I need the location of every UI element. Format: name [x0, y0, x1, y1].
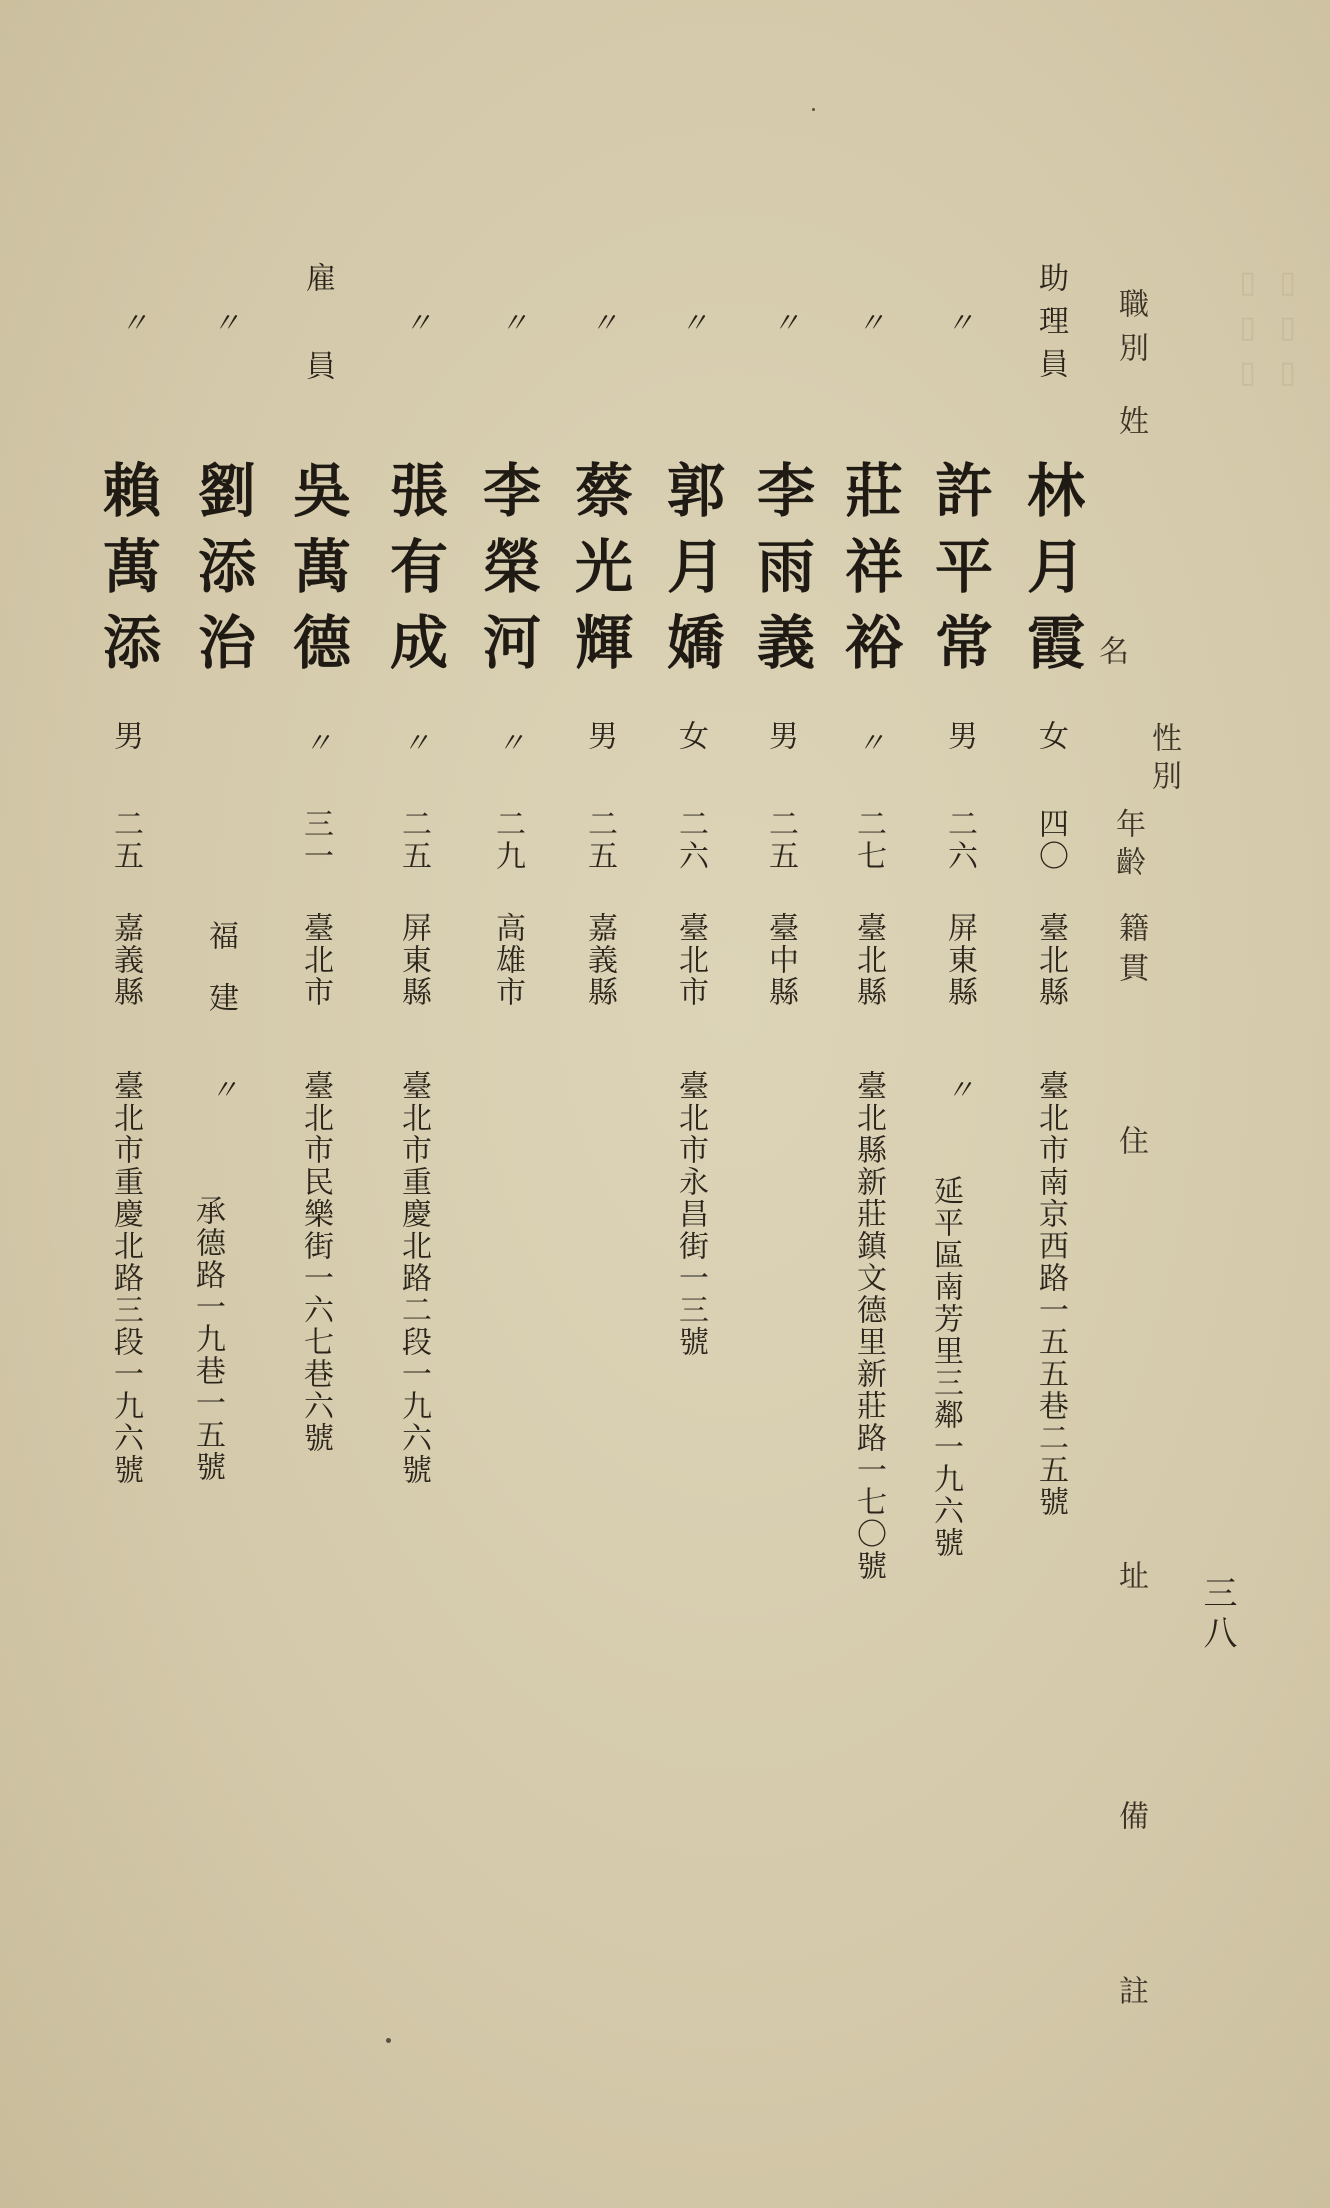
header-name-2: 名 [1093, 635, 1128, 665]
header-name-1: 姓 [1113, 405, 1148, 435]
header-remarks-1: 備 [1113, 1800, 1148, 1830]
row-origin: 臺北縣 [851, 912, 886, 1008]
row-name: 劉添治 [188, 460, 256, 688]
row-origin: 臺北市 [673, 912, 708, 1008]
row-title-ditto: 〃 [768, 308, 801, 336]
ink-spot [386, 2038, 391, 2043]
row-address: 延平區南芳里三鄰一九六號 [928, 1175, 963, 1559]
row-sex-ditto: 〃 [493, 728, 526, 756]
header-address-2: 址 [1113, 1560, 1148, 1590]
row-title-ditto: 〃 [116, 308, 149, 336]
row-sex: 男 [582, 720, 617, 756]
row-origin: 嘉義縣 [108, 912, 143, 1008]
row-title-ditto: 〃 [208, 308, 241, 336]
row-title-ditto: 〃 [853, 308, 886, 336]
row-title-ditto: 〃 [586, 308, 619, 336]
row-name: 李榮河 [473, 460, 541, 688]
row-age: 二九 [490, 808, 525, 872]
ink-spot [812, 108, 815, 111]
row-sex-ditto: 〃 [853, 728, 886, 756]
row-name: 張有成 [380, 460, 448, 688]
row-title: 助理員 [1033, 262, 1068, 391]
header-origin: 籍貫 [1113, 912, 1148, 992]
row-sex: 男 [108, 720, 143, 756]
row-origin: 嘉義縣 [582, 912, 617, 1008]
row-title-ditto: 〃 [676, 308, 709, 336]
row-origin: 屏東縣 [942, 912, 977, 1008]
header-remarks-2: 註 [1113, 1975, 1148, 2005]
row-origin: 臺北縣 [1033, 912, 1068, 1008]
row-sex: 男 [763, 720, 798, 756]
row-origin: 高雄市 [490, 912, 525, 1008]
row-address: 臺北市重慶北路二段一九六號 [396, 1070, 431, 1486]
row-address: 臺北市南京西路一五五巷二五號 [1033, 1070, 1068, 1518]
row-sex-ditto: 〃 [300, 728, 333, 756]
row-origin: 福建 [203, 920, 238, 1044]
row-name: 林月霞 [1017, 460, 1085, 688]
row-origin: 臺中縣 [763, 912, 798, 1008]
row-age: 二五 [108, 808, 143, 872]
row-address: 臺北市重慶北路三段一九六號 [108, 1070, 143, 1486]
header-rank: 職別 [1113, 288, 1148, 376]
row-title-ditto: 〃 [496, 308, 529, 336]
row-address-ditto: 〃 [942, 1075, 975, 1103]
row-age: 二六 [942, 808, 977, 872]
row-name: 賴萬添 [93, 460, 161, 688]
header-age: 年齡 [1110, 808, 1145, 884]
row-origin: 臺北市 [298, 912, 333, 1008]
row-name: 李雨義 [747, 460, 815, 688]
row-title-ditto: 〃 [400, 308, 433, 336]
row-address: 臺北縣新莊鎮文德里新莊路一七〇號 [851, 1070, 886, 1582]
row-age: 四〇 [1033, 808, 1068, 872]
bleed-through-mark: ▯▯▯ [1270, 265, 1305, 400]
row-origin: 屏東縣 [396, 912, 431, 1008]
row-age: 二五 [582, 808, 617, 872]
row-name: 吳萬德 [283, 460, 351, 688]
row-sex: 男 [942, 720, 977, 756]
row-address: 承德路一九巷一五號 [190, 1195, 225, 1483]
header-sex: 性別 [1146, 722, 1181, 798]
row-address: 臺北市永昌街一三號 [673, 1070, 708, 1358]
row-name: 莊祥裕 [835, 460, 903, 688]
row-sex-ditto: 〃 [398, 728, 431, 756]
bleed-through-mark: ▯▯▯ [1230, 265, 1265, 400]
row-name: 許平常 [925, 460, 993, 688]
row-age: 二七 [851, 808, 886, 872]
row-age: 三一 [298, 808, 333, 872]
row-name: 蔡光輝 [565, 460, 633, 688]
page-number: 三八 [1197, 1575, 1237, 1655]
row-name: 郭月嬌 [657, 460, 725, 688]
row-title-ditto: 〃 [942, 308, 975, 336]
row-sex: 女 [1033, 720, 1068, 756]
header-address-1: 住 [1113, 1125, 1148, 1155]
row-age: 二五 [396, 808, 431, 872]
row-sex: 女 [673, 720, 708, 756]
row-address: 臺北市民樂街一六七巷六號 [298, 1070, 333, 1454]
row-title: 雇員 [300, 262, 335, 438]
row-address-ditto: 〃 [206, 1075, 239, 1103]
row-age: 二五 [763, 808, 798, 872]
row-age: 二六 [673, 808, 708, 872]
